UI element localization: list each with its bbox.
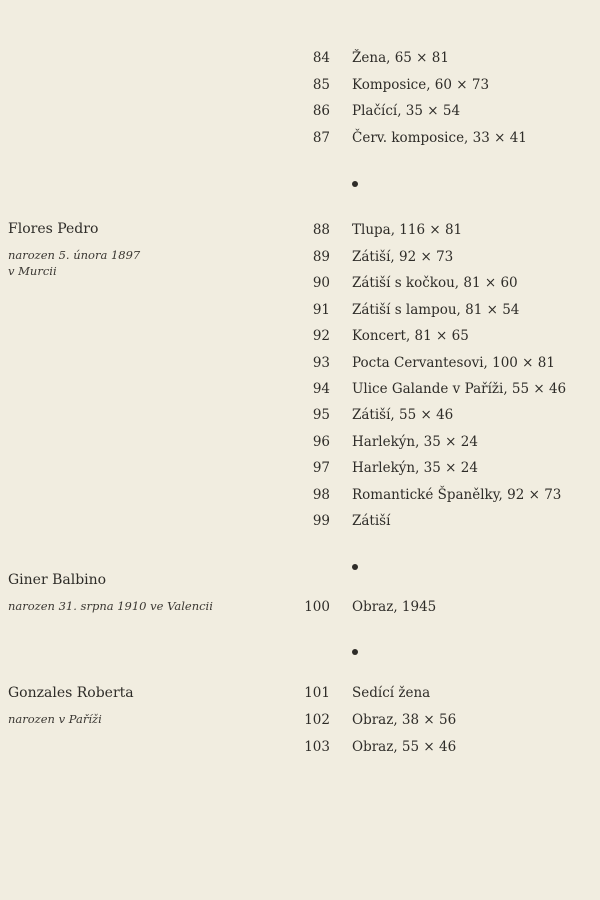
entry-title: Ulice Galande v Paříži, 55 × 46 xyxy=(352,381,567,397)
entry-number: 97 xyxy=(312,460,330,476)
entry-title: Obraz, 38 × 56 xyxy=(352,712,457,728)
entry-title: Obraz, 1945 xyxy=(352,599,437,615)
entry-number: 103 xyxy=(304,739,330,755)
entry-number: 92 xyxy=(312,328,330,344)
entry-number: 101 xyxy=(304,685,330,701)
entry-title: Zátiší s kočkou, 81 × 60 xyxy=(352,275,518,291)
entry-title: Zátiší, 92 × 73 xyxy=(352,249,454,265)
entry-number: 88 xyxy=(312,222,330,238)
artist-name: Giner Balbino xyxy=(8,572,107,588)
entry-number: 98 xyxy=(312,487,330,503)
artist-birth: narozen 31. srpna 1910 ve Valencii xyxy=(8,599,213,613)
entry-title: Obraz, 55 × 46 xyxy=(352,739,457,755)
entry-title: Komposice, 60 × 73 xyxy=(352,77,490,93)
entry-number: 100 xyxy=(304,599,330,615)
entry-title: Zátiší xyxy=(352,513,391,529)
artist-birth-line2: v Murcii xyxy=(8,264,57,278)
section-bullet xyxy=(352,564,358,570)
entry-title: Koncert, 81 × 65 xyxy=(352,328,469,344)
entry-title: Žena, 65 × 81 xyxy=(352,50,449,66)
entry-number: 84 xyxy=(312,50,330,66)
artist-name: Flores Pedro xyxy=(8,221,99,237)
section-bullet xyxy=(352,649,358,655)
entry-title: Pocta Cervantesovi, 100 × 81 xyxy=(352,355,555,371)
section-bullet xyxy=(352,181,358,187)
entry-number: 95 xyxy=(312,407,330,423)
entry-title: Zátiší, 55 × 46 xyxy=(352,407,454,423)
entry-number: 96 xyxy=(312,434,330,450)
artist-birth: narozen v Paříži xyxy=(8,712,102,726)
entry-number: 87 xyxy=(312,130,330,146)
entry-title: Romantické Španělky, 92 × 73 xyxy=(352,487,562,503)
entry-number: 90 xyxy=(312,275,330,291)
entry-title: Tlupa, 116 × 81 xyxy=(352,222,463,238)
entry-number: 99 xyxy=(312,513,330,529)
entry-number: 89 xyxy=(312,249,330,265)
entry-title: Harlekýn, 35 × 24 xyxy=(352,434,478,450)
entry-number: 93 xyxy=(312,355,330,371)
entry-title: Plačící, 35 × 54 xyxy=(352,103,461,119)
entry-title: Harlekýn, 35 × 24 xyxy=(352,460,478,476)
entry-title: Zátiší s lampou, 81 × 54 xyxy=(352,302,520,318)
artist-birth-line1: narozen 5. února 1897 xyxy=(8,248,141,262)
entry-title: Sedící žena xyxy=(352,685,431,701)
entry-number: 85 xyxy=(312,77,330,93)
entry-title: Červ. komposice, 33 × 41 xyxy=(352,130,527,146)
entry-number: 102 xyxy=(304,712,330,728)
entry-number: 94 xyxy=(312,381,330,397)
entry-number: 86 xyxy=(312,103,330,119)
artist-name: Gonzales Roberta xyxy=(8,685,134,701)
entry-number: 91 xyxy=(312,302,330,318)
